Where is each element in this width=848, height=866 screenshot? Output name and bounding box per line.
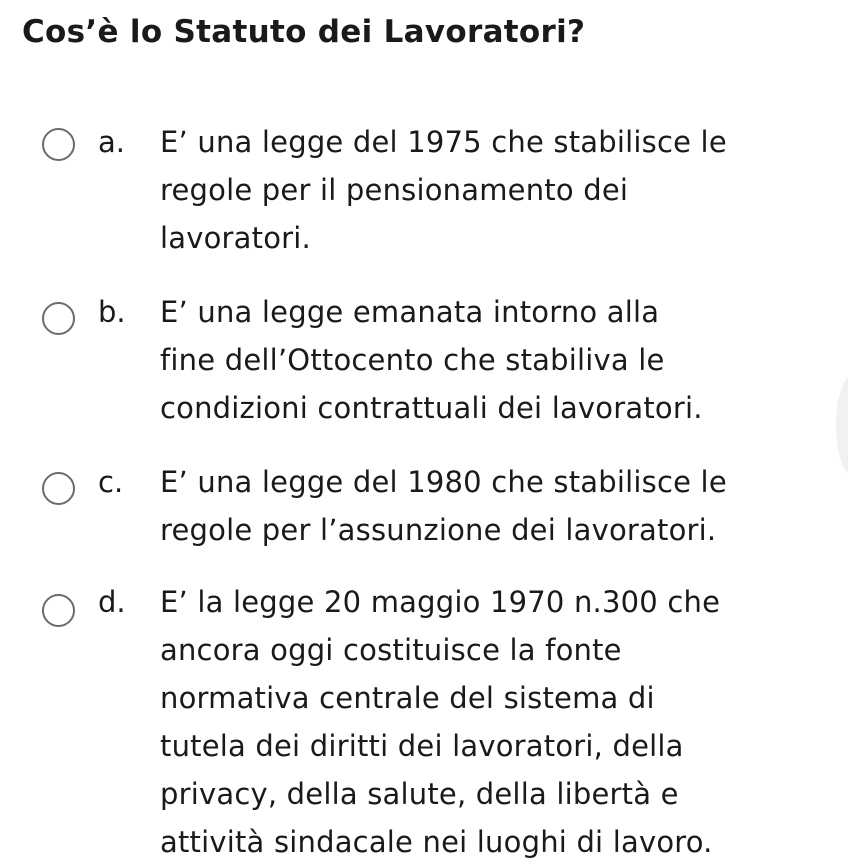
option-text-line: E’ la legge 20 maggio 1970 n.300 che <box>160 585 721 619</box>
question-title: Cos’è lo Statuto dei Lavoratori? <box>22 14 586 50</box>
option-letter: c. <box>98 465 124 499</box>
option-text-line: tutela dei diritti dei lavoratori, della <box>160 729 684 763</box>
option-text <box>160 118 840 262</box>
option-letter: b. <box>98 295 126 329</box>
option-text <box>160 288 840 432</box>
radio-button-a[interactable] <box>42 128 75 161</box>
option-text-line: fine dell’Ottocento che stabiliva le <box>160 343 665 377</box>
radio-button-b[interactable] <box>42 302 75 335</box>
option-letter: d. <box>98 585 126 619</box>
option-text-line: E’ una legge del 1975 che stabilisce le <box>160 125 727 159</box>
option-text-line: regole per il pensionamento dei <box>160 173 629 207</box>
option-text <box>160 578 840 866</box>
option-text-line: E’ una legge del 1980 che stabilisce le <box>160 465 727 499</box>
option-text-line: privacy, della salute, della libertà e <box>160 777 679 811</box>
radio-button-d[interactable] <box>42 594 75 627</box>
option-text-line: lavoratori. <box>160 221 311 255</box>
option-text-line: regole per l’assunzione dei lavoratori. <box>160 513 717 547</box>
option-text-line: E’ una legge emanata intorno alla <box>160 295 660 329</box>
radio-button-c[interactable] <box>42 472 75 505</box>
option-text-line: attività sindacale nei luoghi di lavoro. <box>160 825 713 859</box>
option-text-line: ancora oggi costituisce la fonte <box>160 633 622 667</box>
option-text <box>160 458 840 554</box>
option-text-line: condizioni contrattuali dei lavoratori. <box>160 391 703 425</box>
option-letter: a. <box>98 125 125 159</box>
option-text-line: normativa centrale del sistema di <box>160 681 655 715</box>
